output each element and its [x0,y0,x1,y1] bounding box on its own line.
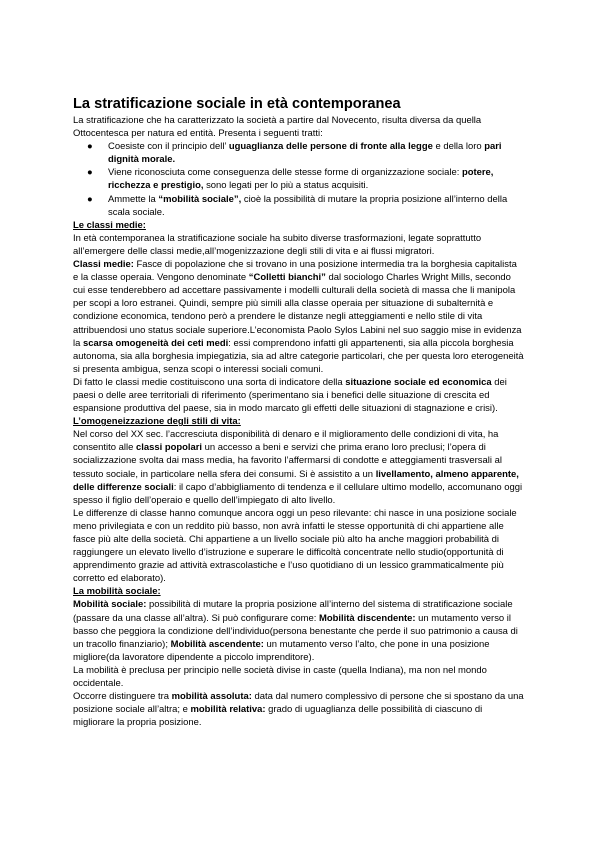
paragraph [73,690,524,729]
bold-term: livellamento, almeno apparente, delle differenze sociali [73,468,519,493]
section-heading-mobilita-sociale: La mobilità sociale: [73,586,161,598]
list-item-text: cioè la possibilità di mutare la propria posizione all’interno della scala sociale. [108,193,508,218]
bullet-icon: ● [87,141,93,153]
document-title: La stratificazione sociale in età contemporanea [73,96,401,112]
bullet-icon: ● [87,193,93,205]
list-item-text: Ammette la [108,193,159,205]
paragraph-text: dei paesi o delle aree territoriali di riferimento (sperimentano sia i benefici delle situazione di crescita ed espansione produttiva del paese, sia in modo marcato gli effetti delle situazioni di stagnazione e crisi). [73,376,507,415]
paragraph-text: data dal numero complessivo di persone che si spostano da una posizione sociale all’altra; e [73,691,524,716]
paragraph [73,258,524,376]
bold-term: scarsa omogeneità dei ceti medi [82,337,229,349]
paragraph-text: possibilità di mutare la propria posizione all’interno del sistema di stratificazione sociale (passare da una classe all’altra). Si può configurare come: [73,599,513,624]
paragraph-text: Fasce di popolazione che si trovano in una posizione intermedia tra la borghesia capitalista e la classe operaia. Vengono denominate [73,259,517,284]
paragraph-text: un accesso a beni e servizi che prima erano loro preclusi; l’opera di socializzazione svolta dai mass media, ha favorito l’affermarsi di condotte e atteggiamenti trasversali al tessuto sociale, in particolare nella sfera dei consumi. Si è assistito a un [73,442,502,480]
section-heading-omogeneizzazione: L’omogeneizzazione degli stili di vita: [73,416,241,428]
bold-term: “Colletti bianchi” [248,272,326,284]
list-item [87,193,524,219]
list-item-text: sono legati per lo più a status acquisiti. [203,180,369,192]
list-item [87,140,524,166]
bold-term: Mobilità ascendente: [170,638,264,650]
list-item-bold: uguaglianza delle persone di fronte alla legge [228,141,433,153]
paragraph: Le differenze di classe hanno comunque ancora oggi un peso rilevante: chi nasce in una posizione sociale meno privilegiata e con un reddito più basso, non avrà infatti le stesse opportunità di chi appartiene alle fasce più alte della società. Chi appartiene a un livello sociale più alto ha anche maggiori probabilità di raggiungere un elevato livello d’istruzione e superare le difficoltà concentrate nello studio(opportunità di apprendimento grazie ad attività extrascolastiche e l’uso quotidiano di un lessico grammaticalmente più corretto ed elaborato). [73,507,517,585]
paragraph: In età contemporanea la stratificazione sociale ha subito diverse trasformazioni, legate soprattutto all’emergere delle classi medie,all’mogenizzazione degli stili di vita e ai flussi migratori. [73,232,482,257]
list-item [87,166,524,192]
paragraph [73,598,524,663]
bold-term: situazione sociale ed economica [345,376,492,388]
bold-term: Classi medie: [73,259,134,271]
paragraph-text: Occorre distinguere tra [73,691,172,703]
list-item-text: Coesiste con il principio dell’ [108,141,229,153]
paragraph-text: Nel corso del XX sec. l’accresciuta disponibilità di denaro e il miglioramento delle condizioni di vita, ha consentito alle [73,429,499,454]
paragraph-text: un mutamento verso il basso che peggiora la condizione dell’individuo(persona benestante che perde il suo patrimonio a causa di un tracollo finanziario); [73,612,518,650]
paragraph-text: : essi comprendono infatti gli appartenenti, sia alla piccola borghesia autonoma, sia alla borghesia impiegatizia, sia ad altre categorie particolari, che per questa loro eterogeneità si presenta ambigua, senza scopi o interessi sociali comuni. [73,337,524,375]
paragraph-text: Di fatto le classi medie costituiscono una sorta di indicatore della [73,376,346,388]
paragraph-text: dal sociologo Charles Wright Mills, secondo cui esse tenderebbero ad accettare passivamente i modelli culturali della società di massa che li manipola per scopi a loro estranei. Quindi, sempre più simili alla classe operaia per situazione di subalternità e condizione economica, tendono però a prendere le distanze negli atteggiamenti e nello stile di vita attribuendosi uno status sociale superiore.L’economista Paolo Sylos Labini nel suo saggio mise in evidenza la [73,272,522,349]
list-item-bold: “mobilità sociale”, [158,193,242,205]
list-item-bold: pari dignità morale. [108,141,502,166]
intro-paragraph: La stratificazione che ha caratterizzato la società a partire dal Novecento, risulta diversa da quella Ottocentesca per natura ed entità. Presenta i seguenti tratti: [73,115,482,140]
paragraph [73,376,524,415]
traits-list [73,140,524,219]
paragraph-text: : il capo d’abbigliamento di tendenza e il cellulare ultimo modello, accomunano oggi spesso il figlio dell’operaio e quello dell’impiegato di alto livello. [73,481,523,506]
list-item-bold: potere, ricchezza e prestigio, [108,167,494,192]
bold-term: mobilità assoluta: [171,691,252,703]
bold-term: classi popolari [135,442,203,454]
bold-term: mobilità relativa: [190,704,266,716]
list-item-text: e della loro [432,141,485,153]
list-item-text: Viene riconosciuta come conseguenza delle stesse forme di organizzazione sociale: [108,167,462,179]
bold-term: Mobilità discendente: [319,612,416,624]
bullet-icon: ● [87,167,93,179]
paragraph-text: grado di uguaglianza delle possibilità di ciascuno di migliorare la propria posizione. [73,704,483,729]
paragraph [73,428,524,507]
section-heading-classi-medie: Le classi medie: [73,219,146,231]
paragraph: La mobilità è preclusa per principio nelle società divise in caste (quella Indiana), ma non nel mondo occidentale. [73,664,487,690]
bold-term: Mobilità sociale: [73,599,147,611]
paragraph-text: un mutamento verso l’alto, che pone in una posizione migliore(da lavoratore dipendente a piccolo imprenditore). [73,638,490,663]
